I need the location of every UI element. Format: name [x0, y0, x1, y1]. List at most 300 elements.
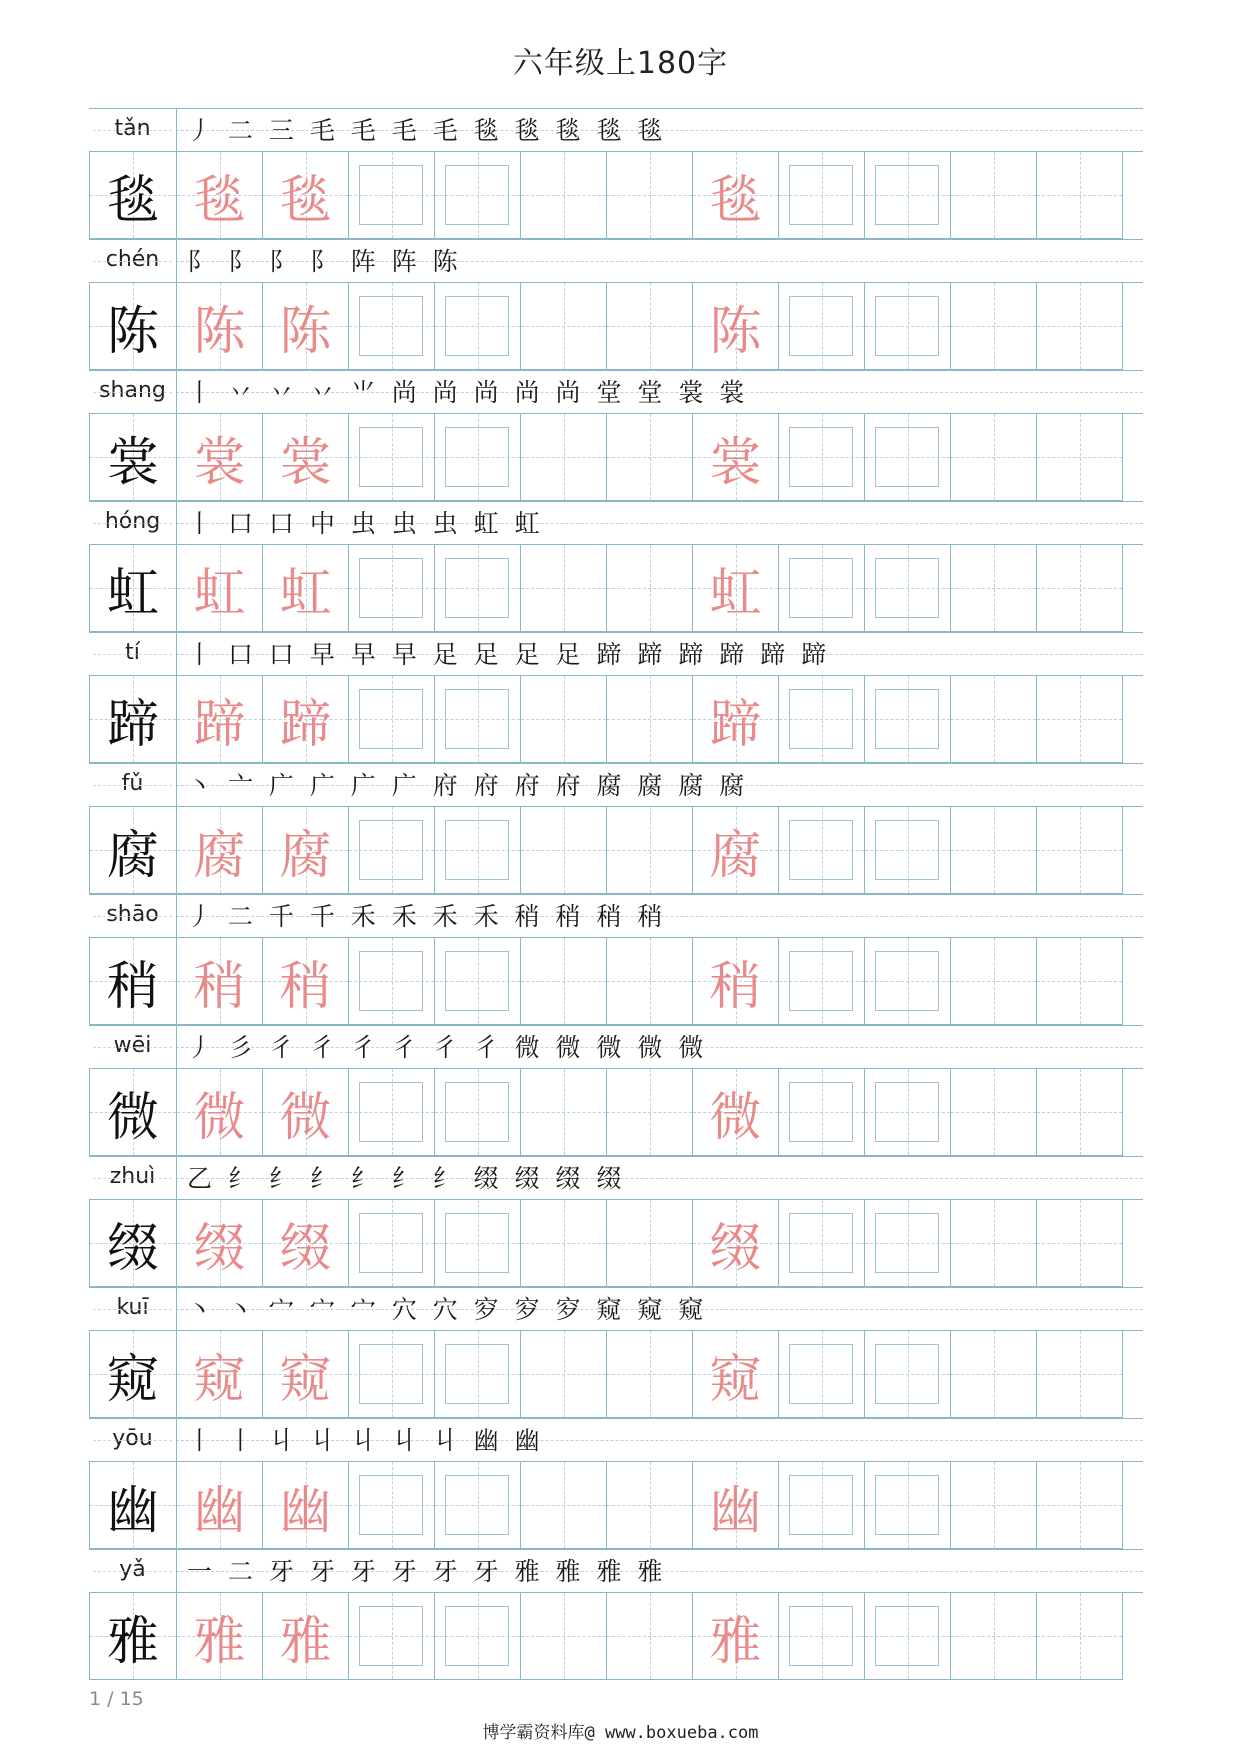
boxed-writing-cell[interactable]: [349, 1331, 435, 1418]
blank-writing-cell[interactable]: [951, 1593, 1037, 1680]
pinyin-stroke-row: [89, 370, 1143, 414]
boxed-writing-cell[interactable]: [435, 152, 521, 239]
pinyin-stroke-row: [89, 894, 1143, 938]
inner-box: [359, 1606, 423, 1666]
trace-char-cell: [263, 414, 349, 501]
trace-char-cell: [693, 1069, 779, 1156]
blank-writing-cell[interactable]: [1037, 1462, 1123, 1549]
blank-writing-cell[interactable]: [1037, 1069, 1123, 1156]
trace-character: 幽: [193, 1480, 246, 1541]
trace-char-cell: [177, 414, 263, 501]
blank-writing-cell[interactable]: [521, 807, 607, 894]
inner-box: [445, 427, 509, 487]
trace-char-cell: [263, 545, 349, 632]
trace-character: 蹄: [709, 694, 762, 755]
inner-box: [789, 165, 853, 225]
trace-character: 窥: [279, 1349, 332, 1410]
pinyin-stroke-row: [89, 632, 1143, 676]
trace-character: 腐: [279, 825, 332, 886]
blank-writing-cell[interactable]: [1037, 676, 1123, 763]
inner-box: [789, 1082, 853, 1142]
blank-writing-cell[interactable]: [951, 283, 1037, 370]
model-char-cell: [89, 545, 177, 632]
model-char-cell: [89, 414, 177, 501]
stroke-order-sequence: 阝 阝 阝 阝 阵 阵 陈: [187, 247, 462, 276]
boxed-writing-cell[interactable]: [435, 414, 521, 501]
blank-writing-cell[interactable]: [607, 1200, 693, 1287]
blank-writing-cell[interactable]: [951, 807, 1037, 894]
trace-char-cell: [693, 1200, 779, 1287]
blank-writing-cell[interactable]: [951, 545, 1037, 632]
inner-box: [445, 1475, 509, 1535]
inner-box: [359, 1475, 423, 1535]
boxed-writing-cell[interactable]: [349, 1462, 435, 1549]
boxed-writing-cell[interactable]: [779, 676, 865, 763]
pinyin-label: yōu: [89, 1419, 177, 1461]
pinyin-label: tǎn: [89, 109, 177, 151]
boxed-writing-cell[interactable]: [435, 676, 521, 763]
boxed-writing-cell[interactable]: [865, 1069, 951, 1156]
blank-writing-cell[interactable]: [607, 1331, 693, 1418]
inner-box: [359, 165, 423, 225]
boxed-writing-cell[interactable]: [435, 1462, 521, 1549]
blank-writing-cell[interactable]: [1037, 1331, 1123, 1418]
inner-box: [875, 1606, 939, 1666]
inner-box: [789, 558, 853, 618]
inner-box: [875, 1082, 939, 1142]
blank-writing-cell[interactable]: [607, 283, 693, 370]
blank-writing-cell[interactable]: [1037, 807, 1123, 894]
writing-grid: [89, 1462, 1143, 1549]
blank-writing-cell[interactable]: [521, 152, 607, 239]
inner-box: [359, 296, 423, 356]
boxed-writing-cell[interactable]: [349, 152, 435, 239]
trace-char-cell: [263, 1593, 349, 1680]
blank-writing-cell[interactable]: [521, 545, 607, 632]
stroke-order-sequence: 一 二 牙 牙 牙 牙 牙 牙 雅 雅 雅 雅: [187, 1557, 667, 1586]
stroke-order-sequence: 丿 二 千 千 禾 禾 禾 禾 稍 稍 稍 稍: [187, 902, 667, 931]
model-character: 裳: [106, 432, 159, 493]
trace-char-cell: [693, 283, 779, 370]
inner-box: [445, 1213, 509, 1273]
model-char-cell: [89, 938, 177, 1025]
boxed-writing-cell[interactable]: [349, 1069, 435, 1156]
model-char-cell: [89, 152, 177, 239]
trace-character: 幽: [279, 1480, 332, 1541]
inner-box: [445, 1606, 509, 1666]
char-practice-row: [89, 370, 1143, 501]
inner-box: [445, 951, 509, 1011]
inner-box: [789, 296, 853, 356]
stroke-order-sequence: 丶 丶 宀 宀 宀 穴 穴 穸 穸 穸 窥 窥 窥: [187, 1295, 708, 1324]
trace-char-cell: [263, 283, 349, 370]
writing-grid: [89, 807, 1143, 894]
trace-char-cell: [693, 807, 779, 894]
trace-char-cell: [177, 1200, 263, 1287]
writing-grid: [89, 1069, 1143, 1156]
trace-char-cell: [177, 1069, 263, 1156]
boxed-writing-cell[interactable]: [779, 807, 865, 894]
inner-box: [359, 1344, 423, 1404]
boxed-writing-cell[interactable]: [349, 283, 435, 370]
inner-box: [875, 1344, 939, 1404]
inner-box: [875, 427, 939, 487]
boxed-writing-cell[interactable]: [349, 676, 435, 763]
writing-grid: [89, 414, 1143, 501]
trace-character: 微: [193, 1087, 246, 1148]
char-practice-row: [89, 1418, 1143, 1549]
trace-char-cell: [263, 1462, 349, 1549]
trace-char-cell: [693, 545, 779, 632]
inner-box: [359, 820, 423, 880]
trace-character: 微: [709, 1087, 762, 1148]
char-practice-row: [89, 763, 1143, 894]
trace-char-cell: [263, 152, 349, 239]
boxed-writing-cell[interactable]: [779, 1331, 865, 1418]
model-character: 雅: [106, 1611, 159, 1672]
trace-character: 腐: [709, 825, 762, 886]
inner-box: [789, 689, 853, 749]
inner-box: [789, 951, 853, 1011]
model-char-cell: [89, 1462, 177, 1549]
inner-box: [445, 820, 509, 880]
char-practice-row: [89, 1287, 1143, 1418]
pinyin-label: fǔ: [89, 764, 177, 806]
model-char-cell: [89, 1593, 177, 1680]
char-practice-row: [89, 1156, 1143, 1287]
inner-box: [445, 558, 509, 618]
trace-character: 窥: [709, 1349, 762, 1410]
pinyin-label: yǎ: [89, 1550, 177, 1592]
model-char-cell: [89, 1069, 177, 1156]
inner-box: [359, 558, 423, 618]
blank-writing-cell[interactable]: [951, 676, 1037, 763]
inner-box: [875, 951, 939, 1011]
trace-char-cell: [263, 676, 349, 763]
boxed-writing-cell[interactable]: [435, 283, 521, 370]
pinyin-stroke-row: [89, 1549, 1143, 1593]
boxed-writing-cell[interactable]: [435, 938, 521, 1025]
page-title: 六年级上180字: [512, 46, 729, 81]
blank-writing-cell[interactable]: [607, 1593, 693, 1680]
pinyin-label: kuī: [89, 1288, 177, 1330]
inner-box: [789, 427, 853, 487]
writing-grid: [89, 1593, 1143, 1680]
writing-grid: [89, 152, 1143, 239]
stroke-order-sequence: 丨 丷 丷 丷 ⺌ 尚 尚 尚 尚 尚 堂 堂 裳 裳: [187, 378, 749, 407]
boxed-writing-cell[interactable]: [349, 414, 435, 501]
boxed-writing-cell[interactable]: [865, 1200, 951, 1287]
trace-character: 毯: [709, 170, 762, 231]
blank-writing-cell[interactable]: [951, 938, 1037, 1025]
pinyin-label: shāo: [89, 895, 177, 937]
trace-char-cell: [263, 1069, 349, 1156]
trace-character: 缀: [709, 1218, 762, 1279]
boxed-writing-cell[interactable]: [779, 414, 865, 501]
trace-character: 陈: [193, 301, 246, 362]
model-char-cell: [89, 807, 177, 894]
trace-char-cell: [177, 807, 263, 894]
stroke-order-sequence: 丨 口 口 中 虫 虫 虫 虹 虹: [187, 509, 544, 538]
writing-grid: [89, 283, 1143, 370]
char-practice-row: [89, 1549, 1143, 1680]
boxed-writing-cell[interactable]: [435, 545, 521, 632]
char-practice-row: [89, 894, 1143, 1025]
trace-character: 微: [279, 1087, 332, 1148]
writing-grid: [89, 1331, 1143, 1418]
blank-writing-cell[interactable]: [607, 1462, 693, 1549]
inner-box: [359, 689, 423, 749]
model-char-cell: [89, 676, 177, 763]
boxed-writing-cell[interactable]: [779, 1200, 865, 1287]
inner-box: [359, 427, 423, 487]
model-character: 陈: [106, 301, 159, 362]
pinyin-stroke-row: [89, 239, 1143, 283]
trace-character: 毯: [279, 170, 332, 231]
model-character: 缀: [106, 1218, 159, 1279]
trace-char-cell: [263, 938, 349, 1025]
trace-char-cell: [263, 1200, 349, 1287]
inner-box: [445, 165, 509, 225]
trace-char-cell: [693, 1462, 779, 1549]
boxed-writing-cell[interactable]: [349, 1200, 435, 1287]
model-character: 稍: [106, 956, 159, 1017]
char-practice-row: [89, 239, 1143, 370]
model-character: 窥: [106, 1349, 159, 1410]
trace-character: 蹄: [193, 694, 246, 755]
char-practice-row: [89, 108, 1143, 239]
inner-box: [445, 1082, 509, 1142]
trace-char-cell: [263, 807, 349, 894]
trace-char-cell: [177, 152, 263, 239]
trace-character: 稍: [709, 956, 762, 1017]
pinyin-stroke-row: [89, 763, 1143, 807]
trace-char-cell: [693, 152, 779, 239]
inner-box: [875, 689, 939, 749]
blank-writing-cell[interactable]: [1037, 1200, 1123, 1287]
boxed-writing-cell[interactable]: [435, 1069, 521, 1156]
boxed-writing-cell[interactable]: [865, 807, 951, 894]
model-character: 幽: [106, 1480, 159, 1541]
stroke-order-sequence: 丿 彡 彳 彳 彳 彳 彳 彳 微 微 微 微 微: [187, 1033, 708, 1062]
blank-writing-cell[interactable]: [1037, 545, 1123, 632]
boxed-writing-cell[interactable]: [865, 1331, 951, 1418]
char-practice-row: [89, 1025, 1143, 1156]
model-character: 虹: [106, 563, 159, 624]
stroke-order-sequence: 丨 口 口 早 早 早 足 足 足 足 蹄 蹄 蹄 蹄 蹄 蹄: [187, 640, 831, 669]
boxed-writing-cell[interactable]: [779, 1069, 865, 1156]
boxed-writing-cell[interactable]: [779, 283, 865, 370]
trace-character: 窥: [193, 1349, 246, 1410]
trace-character: 陈: [709, 301, 762, 362]
trace-character: 幽: [709, 1480, 762, 1541]
pinyin-label: shang: [89, 371, 177, 413]
char-practice-row: [89, 501, 1143, 632]
boxed-writing-cell[interactable]: [865, 1462, 951, 1549]
trace-character: 缀: [279, 1218, 332, 1279]
blank-writing-cell[interactable]: [607, 1069, 693, 1156]
model-char-cell: [89, 1200, 177, 1287]
trace-character: 毯: [193, 170, 246, 231]
inner-box: [789, 1344, 853, 1404]
pinyin-label: chén: [89, 240, 177, 282]
boxed-writing-cell[interactable]: [865, 283, 951, 370]
trace-char-cell: [177, 283, 263, 370]
model-character: 蹄: [106, 694, 159, 755]
inner-box: [875, 296, 939, 356]
blank-writing-cell[interactable]: [1037, 283, 1123, 370]
pinyin-stroke-row: [89, 1287, 1143, 1331]
blank-writing-cell[interactable]: [521, 1462, 607, 1549]
blank-writing-cell[interactable]: [607, 152, 693, 239]
trace-char-cell: [177, 676, 263, 763]
boxed-writing-cell[interactable]: [779, 1462, 865, 1549]
blank-writing-cell[interactable]: [607, 545, 693, 632]
model-character: 微: [106, 1087, 159, 1148]
trace-character: 裳: [193, 432, 246, 493]
boxed-writing-cell[interactable]: [779, 152, 865, 239]
boxed-writing-cell[interactable]: [779, 938, 865, 1025]
boxed-writing-cell[interactable]: [779, 545, 865, 632]
trace-char-cell: [177, 1331, 263, 1418]
inner-box: [359, 1213, 423, 1273]
stroke-order-sequence: 丨 丨 丩 丩 丩 丩 丩 幽 幽: [187, 1426, 544, 1455]
inner-box: [445, 689, 509, 749]
inner-box: [875, 558, 939, 618]
char-practice-row: [89, 632, 1143, 763]
pinyin-stroke-row: [89, 501, 1143, 545]
blank-writing-cell[interactable]: [951, 1462, 1037, 1549]
trace-character: 虹: [709, 563, 762, 624]
writing-grid: [89, 938, 1143, 1025]
model-character: 腐: [106, 825, 159, 886]
trace-character: 雅: [709, 1611, 762, 1672]
blank-writing-cell[interactable]: [521, 414, 607, 501]
boxed-writing-cell[interactable]: [779, 1593, 865, 1680]
boxed-writing-cell[interactable]: [349, 807, 435, 894]
trace-char-cell: [693, 938, 779, 1025]
boxed-writing-cell[interactable]: [349, 1593, 435, 1680]
blank-writing-cell[interactable]: [521, 938, 607, 1025]
blank-writing-cell[interactable]: [607, 807, 693, 894]
blank-writing-cell[interactable]: [521, 1593, 607, 1680]
blank-writing-cell[interactable]: [951, 414, 1037, 501]
trace-character: 稍: [279, 956, 332, 1017]
blank-writing-cell[interactable]: [521, 1200, 607, 1287]
inner-box: [875, 165, 939, 225]
inner-box: [789, 820, 853, 880]
trace-character: 虹: [279, 563, 332, 624]
trace-char-cell: [177, 938, 263, 1025]
writing-grid: [89, 1200, 1143, 1287]
inner-box: [359, 1082, 423, 1142]
blank-writing-cell[interactable]: [607, 414, 693, 501]
blank-writing-cell[interactable]: [951, 1331, 1037, 1418]
stroke-order-sequence: 丶 亠 广 广 广 广 府 府 府 府 腐 腐 腐 腐: [187, 771, 749, 800]
blank-writing-cell[interactable]: [607, 938, 693, 1025]
boxed-writing-cell[interactable]: [865, 414, 951, 501]
trace-char-cell: [177, 1593, 263, 1680]
pinyin-label: zhuì: [89, 1157, 177, 1199]
trace-character: 缀: [193, 1218, 246, 1279]
boxed-writing-cell[interactable]: [435, 807, 521, 894]
trace-char-cell: [177, 1462, 263, 1549]
boxed-writing-cell[interactable]: [349, 938, 435, 1025]
trace-character: 雅: [193, 1611, 246, 1672]
blank-writing-cell[interactable]: [951, 152, 1037, 239]
writing-grid: [89, 676, 1143, 763]
model-char-cell: [89, 1331, 177, 1418]
boxed-writing-cell[interactable]: [865, 676, 951, 763]
trace-character: 蹄: [279, 694, 332, 755]
blank-writing-cell[interactable]: [521, 1069, 607, 1156]
boxed-writing-cell[interactable]: [435, 1593, 521, 1680]
inner-box: [789, 1606, 853, 1666]
inner-box: [445, 296, 509, 356]
inner-box: [789, 1475, 853, 1535]
boxed-writing-cell[interactable]: [865, 938, 951, 1025]
blank-writing-cell[interactable]: [1037, 938, 1123, 1025]
pinyin-label: hóng: [89, 502, 177, 544]
blank-writing-cell[interactable]: [607, 676, 693, 763]
trace-character: 裳: [279, 432, 332, 493]
pinyin-stroke-row: [89, 1025, 1143, 1069]
trace-character: 腐: [193, 825, 246, 886]
blank-writing-cell[interactable]: [521, 676, 607, 763]
trace-character: 稍: [193, 956, 246, 1017]
model-character: 毯: [106, 170, 159, 231]
pinyin-stroke-row: [89, 1156, 1143, 1200]
pinyin-stroke-row: [89, 108, 1143, 152]
stroke-order-sequence: 丿 二 三 毛 毛 毛 毛 毯 毯 毯 毯 毯: [187, 116, 667, 145]
boxed-writing-cell[interactable]: [865, 1593, 951, 1680]
boxed-writing-cell[interactable]: [349, 545, 435, 632]
trace-char-cell: [177, 545, 263, 632]
blank-writing-cell[interactable]: [951, 1200, 1037, 1287]
blank-writing-cell[interactable]: [1037, 152, 1123, 239]
pinyin-label: wēi: [89, 1026, 177, 1068]
trace-char-cell: [693, 1331, 779, 1418]
practice-sheet: [89, 108, 1143, 1680]
boxed-writing-cell[interactable]: [865, 545, 951, 632]
inner-box: [875, 820, 939, 880]
pinyin-label: tí: [89, 633, 177, 675]
blank-writing-cell[interactable]: [521, 283, 607, 370]
boxed-writing-cell[interactable]: [435, 1331, 521, 1418]
blank-writing-cell[interactable]: [951, 1069, 1037, 1156]
trace-char-cell: [693, 414, 779, 501]
trace-char-cell: [693, 676, 779, 763]
inner-box: [789, 1213, 853, 1273]
inner-box: [359, 951, 423, 1011]
blank-writing-cell[interactable]: [521, 1331, 607, 1418]
trace-character: 虹: [193, 563, 246, 624]
blank-writing-cell[interactable]: [1037, 1593, 1123, 1680]
trace-character: 陈: [279, 301, 332, 362]
trace-char-cell: [263, 1331, 349, 1418]
boxed-writing-cell[interactable]: [865, 152, 951, 239]
footer-website: 博学霸资料库@ www.boxueba.com: [482, 1723, 759, 1743]
blank-writing-cell[interactable]: [1037, 414, 1123, 501]
page-indicator: 1 / 15: [89, 1688, 144, 1710]
model-char-cell: [89, 283, 177, 370]
inner-box: [445, 1344, 509, 1404]
trace-char-cell: [693, 1593, 779, 1680]
pinyin-stroke-row: [89, 1418, 1143, 1462]
inner-box: [875, 1475, 939, 1535]
trace-character: 雅: [279, 1611, 332, 1672]
boxed-writing-cell[interactable]: [435, 1200, 521, 1287]
